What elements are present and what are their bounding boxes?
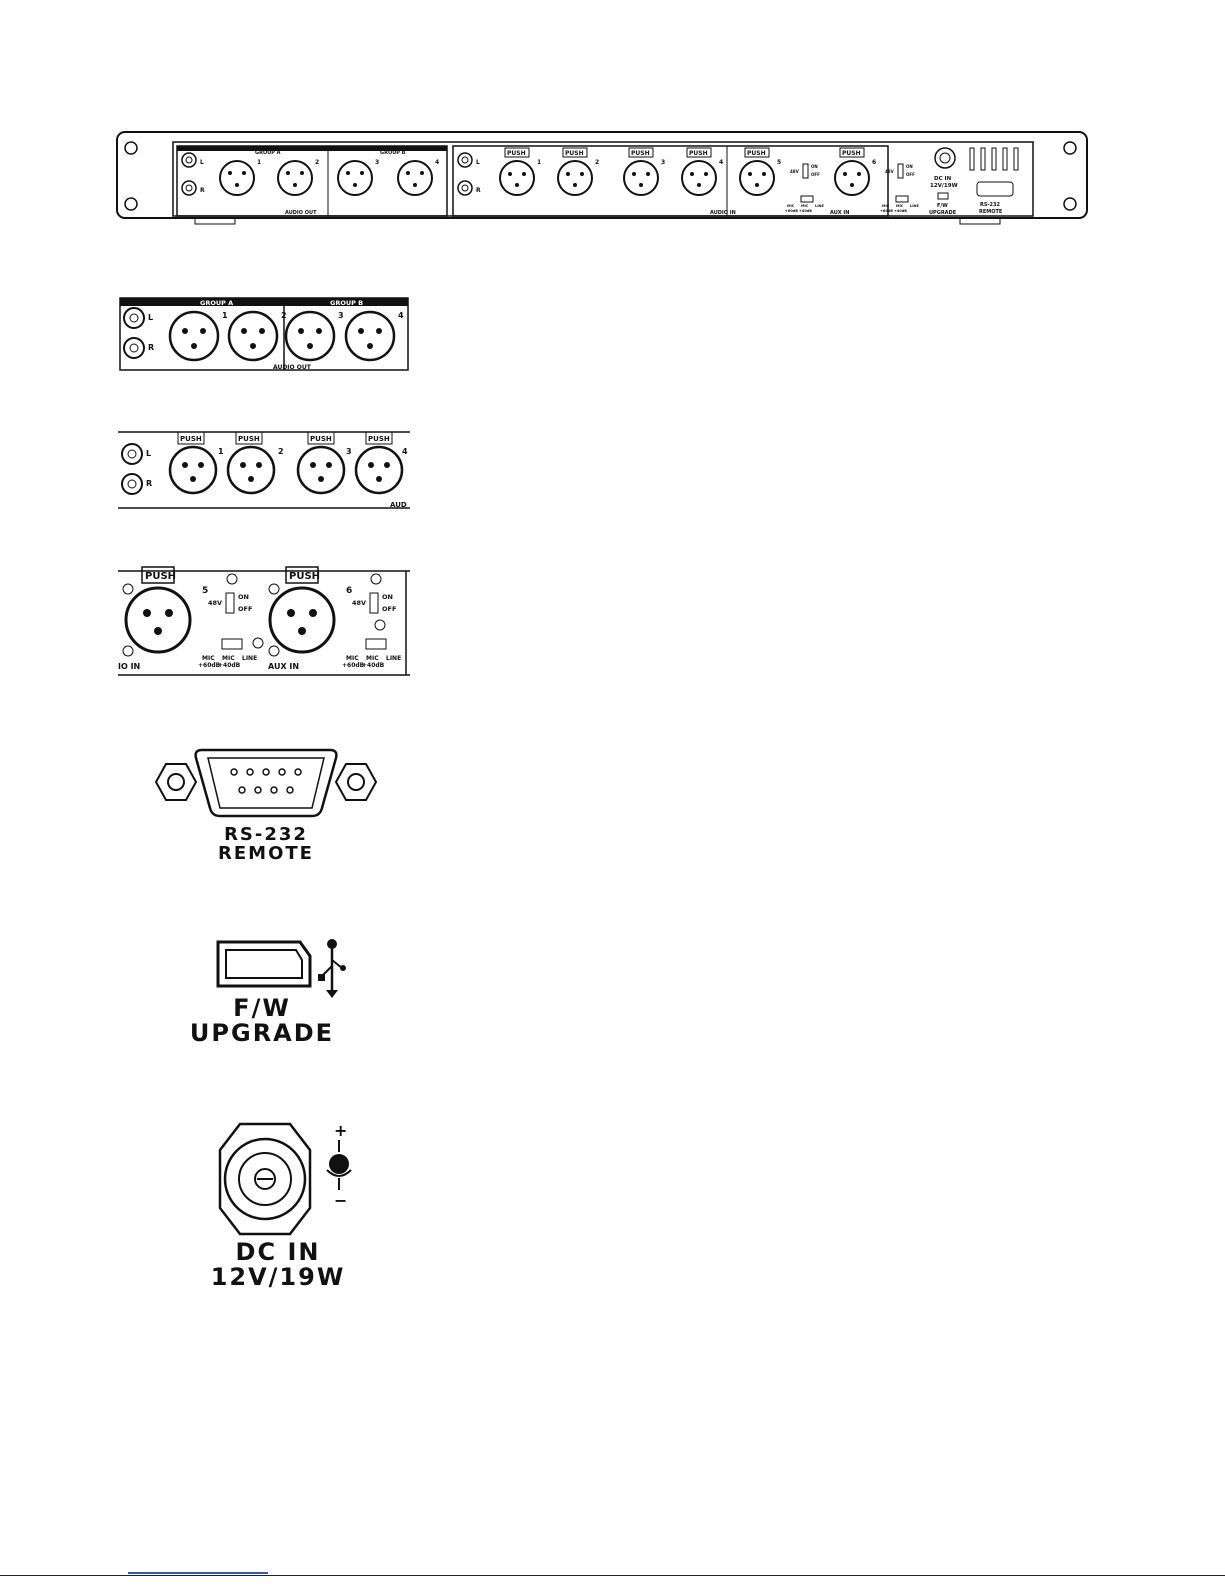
dc-polarity-icon [327,1121,351,1210]
svg-text:MIC: MIC [366,655,379,662]
detail-in-xlr-1 [170,432,216,493]
detail-in-ch3: 3 [346,447,352,456]
panel-in-ch3: 3 [661,159,666,166]
detail-in-ch1: 1 [218,447,224,456]
svg-text:MIC: MIC [801,204,809,208]
svg-text:PUSH: PUSH [180,435,202,443]
panel-gain-switch-5 [785,196,824,213]
svg-text:+60dB: +60dB [342,662,365,669]
dc-plus-sign: + [334,1121,348,1140]
detail-aux-in-label: AUX IN [268,662,300,671]
svg-text:PUSH: PUSH [310,435,332,443]
detail-aux-in [118,563,410,681]
detail-gain-switch-5 [198,638,263,669]
panel-phantom-switch-5 [790,164,820,178]
panel-in-ch5: 5 [777,159,782,166]
panel-xlr-in-5 [740,148,774,195]
panel-vents [970,148,1018,170]
panel-in-ch1: 1 [537,159,542,166]
svg-text:RS-232: RS-232 [980,202,1000,208]
svg-text:REMOTE: REMOTE [979,209,1003,215]
svg-text:MIC: MIC [787,204,795,208]
detail-group-b-label: GROUP B [330,299,364,307]
panel-xlr-in-1 [500,148,534,195]
detail-gain-switch-6 [342,620,401,669]
svg-text:LINE: LINE [386,655,402,662]
svg-text:PUSH: PUSH [507,150,526,157]
detail-audio-in [118,428,410,512]
svg-text:UPGRADE: UPGRADE [929,210,957,216]
svg-text:OFF: OFF [382,605,397,613]
fw-line2: UPGRADE [189,1019,335,1048]
panel-xlr-out-3 [338,161,372,195]
detail-in-xlr-4 [356,432,402,493]
svg-text:ON: ON [811,164,818,169]
panel-xlr-out-2 [278,161,312,195]
panel-phantom-switch-6 [885,164,915,178]
panel-group-a-label: GROUP A [255,150,281,156]
panel-out-ch2: 2 [315,159,320,166]
svg-text:+40dB: +40dB [218,662,241,669]
detail-out-ch4: 4 [398,311,404,320]
svg-text:48V: 48V [790,169,799,174]
detail-out-xlr-4 [346,312,394,360]
rear-panel-illustration [115,128,1090,228]
panel-fw-upgrade [929,193,957,216]
svg-text:PUSH: PUSH [368,435,390,443]
detail-phantom-switch-5 [208,574,252,613]
panel-aux-in-label: AUX IN [830,210,850,216]
dc-line2: 12V/19W [210,1263,346,1292]
panel-audio-in-label: AUDIO IN [710,210,736,216]
panel-out-ch4: 4 [435,159,440,166]
svg-text:OFF: OFF [906,172,915,177]
footer-rule [0,1575,1225,1576]
detail-in-partial-label: AUD [390,501,407,509]
detail-out-ch2: 2 [281,311,287,320]
svg-text:PUSH: PUSH [747,150,766,157]
rs232-connector-icon [150,742,382,824]
rs232-line1: RS-232 [224,824,308,845]
panel-out-ch1: 1 [257,159,262,166]
panel-audio-out-section [177,146,447,216]
panel-in-rca-right: R [476,187,481,194]
panel-xlr-in-3 [624,148,658,195]
svg-text:PUSH: PUSH [565,150,584,157]
panel-xlr-in-6 [835,148,869,195]
detail-audio-out [118,296,410,372]
panel-audio-out-label: AUDIO OUT [285,210,317,216]
detail-out-xlr-1 [170,312,218,360]
svg-text:48V: 48V [208,599,223,607]
detail-in-ch4: 4 [402,447,408,456]
detail-in-rca-right: R [146,479,153,488]
panel-rca-right-label: R [200,187,205,194]
svg-text:PUSH: PUSH [289,571,321,582]
detail-aux-xlr-5 [123,567,190,656]
svg-text:MIC: MIC [346,655,359,662]
detail-rca-left: L [148,313,154,322]
svg-text:+40dB: +40dB [799,209,812,213]
panel-xlr-out-4 [398,161,432,195]
fw-line1: F/W [233,994,291,1022]
svg-text:48V: 48V [352,599,367,607]
panel-in-ch4: 4 [719,159,724,166]
svg-text:LINE: LINE [910,204,919,208]
dc-line1: DC IN [235,1238,321,1266]
fw-upgrade-label [176,996,348,1046]
svg-text:+40dB: +40dB [362,662,385,669]
detail-group-a-label: GROUP A [200,299,234,307]
detail-aux-ch5: 5 [202,586,209,596]
detail-aux-xlr-6 [269,567,334,656]
svg-text:PUSH: PUSH [631,150,650,157]
detail-out-ch1: 1 [222,311,228,320]
svg-text:48V: 48V [885,169,894,174]
usb-symbol-icon [318,939,346,998]
dc-in-label [200,1240,356,1290]
panel-xlr-out-1 [220,161,254,195]
dc-minus-sign: − [334,1191,348,1210]
panel-xlr-in-4 [682,148,716,195]
panel-in-rca-left: L [476,159,480,166]
detail-out-xlr-2 [229,312,277,360]
detail-out-ch3: 3 [338,311,344,320]
panel-gain-switch-6 [880,196,919,213]
svg-text:MIC: MIC [896,204,904,208]
svg-text:OFF: OFF [238,605,253,613]
detail-aux-partial-label: IO IN [118,662,141,671]
footer-link-underline[interactable] [128,1572,268,1574]
svg-text:DC IN: DC IN [934,176,952,182]
svg-text:12V/19W: 12V/19W [930,183,958,189]
panel-xlr-in-2 [558,148,592,195]
svg-text:ON: ON [906,164,913,169]
svg-text:+60dB: +60dB [198,662,221,669]
svg-text:PUSH: PUSH [238,435,260,443]
svg-text:OFF: OFF [811,172,820,177]
svg-text:+60dB: +60dB [785,209,798,213]
svg-text:ON: ON [238,593,249,601]
panel-dc-in [930,148,958,189]
detail-in-xlr-3 [298,432,344,493]
dc-jack-icon [206,1120,362,1244]
usb-port-icon [212,936,362,1000]
panel-in-ch2: 2 [595,159,600,166]
panel-audio-in-section [453,146,919,216]
svg-text:LINE: LINE [242,655,258,662]
detail-in-rca-left: L [146,449,152,458]
svg-text:PUSH: PUSH [842,150,861,157]
detail-rca-right: R [148,343,155,352]
detail-in-ch2: 2 [278,447,284,456]
detail-out-xlr-3 [286,312,334,360]
svg-text:+40dB: +40dB [894,209,907,213]
svg-text:ON: ON [382,593,393,601]
detail-audio-out-label: AUDIO OUT [273,364,311,371]
svg-text:F/W: F/W [937,203,948,209]
rs232-line2: REMOTE [218,842,314,864]
svg-text:MIC: MIC [882,204,890,208]
detail-phantom-switch-6 [352,574,396,613]
detail-aux-ch6: 6 [346,586,353,596]
svg-text:MIC: MIC [222,655,235,662]
svg-text:PUSH: PUSH [145,571,177,582]
svg-text:PUSH: PUSH [689,150,708,157]
panel-out-ch3: 3 [375,159,380,166]
rs232-label [196,826,336,864]
panel-rca-left-label: L [200,159,204,166]
svg-text:LINE: LINE [815,204,824,208]
svg-text:+60dB: +60dB [880,209,893,213]
svg-text:MIC: MIC [202,655,215,662]
panel-rs232 [977,182,1013,215]
panel-group-b-label: GROUP B [380,150,406,156]
panel-in-ch6: 6 [872,159,877,166]
detail-in-xlr-2 [228,432,274,493]
